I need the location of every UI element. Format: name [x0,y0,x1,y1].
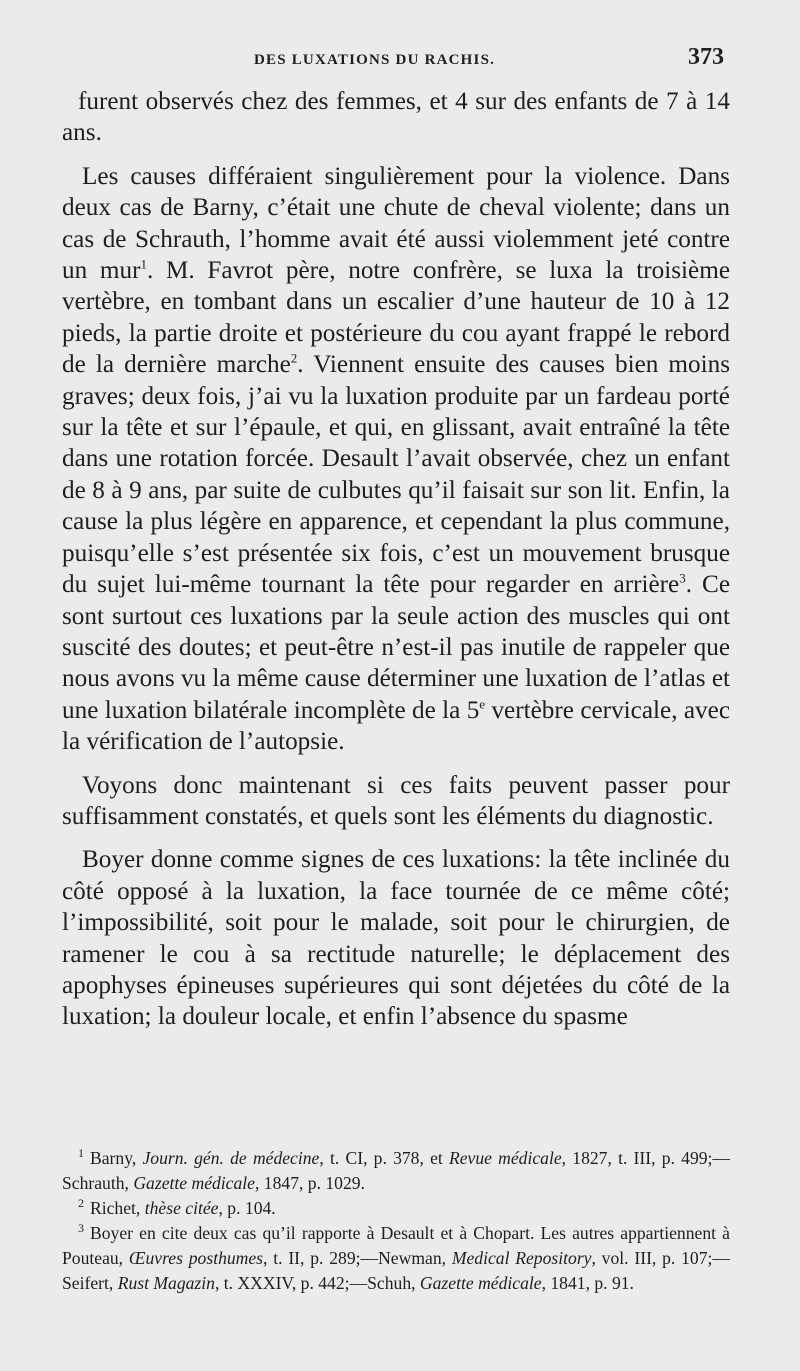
footnote [62,1196,730,1221]
footnote-mark: 3 [78,1221,84,1236]
text-run: . M. Favrot père, notre confrère, se luxa la troisième vertèbre, en tombant dans un escalier d’une hauteur de 10 à 12 pieds, la partie droite et postérieure du cou ayant frappé le rebord de la dernière marche [62,257,731,379]
paragraph [62,86,730,149]
text-run: , 1847, p. 1029. [255,1173,365,1193]
italic-title: Journ. gén. de médecine [142,1148,320,1168]
footnote-mark: 1 [78,1146,84,1161]
body-text [62,86,730,1033]
text-run: vertèbre cervicale, avec la vérification de l’autopsie. [62,696,730,756]
text-run: , t. II, p. 289;—Newman, [263,1248,452,1268]
italic-title: Œuvres posthumes [128,1248,264,1268]
text-run: . Ce sont surtout ces luxations par la seule action des muscles qui ont suscité des doutes; et peut-être n’est-il pas inutile de rappeler que nous avons vu la même cause déterminer une luxation de l’atlas et une luxation bilatérale incomplète de la 5 [62,571,731,724]
italic-title: Revue médicale [448,1148,562,1168]
text-run: Voyons donc maintenant si ces faits peuvent passer pour suffisamment constatés, et quels sont les éléments du diagnostic. [62,771,730,830]
footnotes [62,1146,730,1296]
text-run: . Viennent ensuite des causes bien moins graves; deux fois, j’ai vu la luxation produite par un fardeau porté sur la tête et sur l’épaule, et qui, en glissant, avait entraîné la tête dans une rotation forcée. Desault l’avait observée, chez un enfant de 8 à 9 ans, par suite de culbutes qu’il faisait sur son lit. Enfin, la cause la plus légère en apparence, et cependant la plus commune, puisqu’elle s’est présentée six fois, c’est un mouvement brusque du sujet lui-même tournant la tête pour regarder en arrière [62,351,730,599]
text-run: , vol. III, p. 107;— Seifert, [62,1248,730,1293]
text-run: Richet, [90,1198,145,1218]
footnote-reference: 2 [290,350,298,366]
page-number: 373 [688,44,724,70]
italic-title: Gazette médicale [419,1273,542,1293]
text-run: , t. XXXIV, p. 442;—Schuh, [214,1273,420,1293]
footnote [62,1146,730,1196]
italic-title: Gazette médicale [133,1173,255,1193]
footnote-reference: 3 [679,570,686,586]
running-title: DES LUXATIONS DU RACHIS. [254,52,496,68]
text-run: , 1827, t. III, p. 499;—Schrauth, [62,1148,731,1193]
paragraph [62,161,730,758]
text-run: , p. 104. [218,1198,276,1218]
text-run: Les causes différaient singulièrement pour la violence. Dans deux cas de Barny, c’était une chute de cheval violente; dans un cas de Schrauth, l’homme avait été aussi violemment jeté contre un mur [62,162,730,285]
footnote-reference: e [479,696,486,712]
text-run: , 1841, p. 91. [541,1273,634,1293]
text-run: Boyer en cite deux cas qu’il rapporte à Desault et à Chopart. Les autres appartiennent à Pouteau, [62,1223,730,1268]
footnote [62,1221,730,1296]
text-run: Barny, [90,1148,143,1168]
text-run: Boyer donne comme signes de ces luxations: la tête inclinée du côté opposé à la luxation, la face tournée de ce même côté; l’impossibilité, soit pour le malade, soit pour le chirurgien, de ramener le cou à sa rectitude naturelle; le déplacement des apophyses épineuses supérieures qui sont déjetées du côté de la luxation; la douleur locale, et enfin l’absence du spasme [62,846,730,1031]
footnote-reference: 1 [140,256,147,272]
text-run: furent observés chez des femmes, et 4 sur des enfants de 7 à 14 ans. [62,88,730,147]
italic-title: Rust Magazin [117,1273,215,1293]
paragraph [62,770,730,833]
page-header [60,44,724,74]
italic-title: thèse citée [144,1198,219,1218]
text-run: , t. CI, p. 378, et [319,1148,449,1168]
paragraph [62,844,730,1032]
italic-title: Medical Repository [451,1248,592,1268]
footnote-mark: 2 [78,1196,84,1211]
